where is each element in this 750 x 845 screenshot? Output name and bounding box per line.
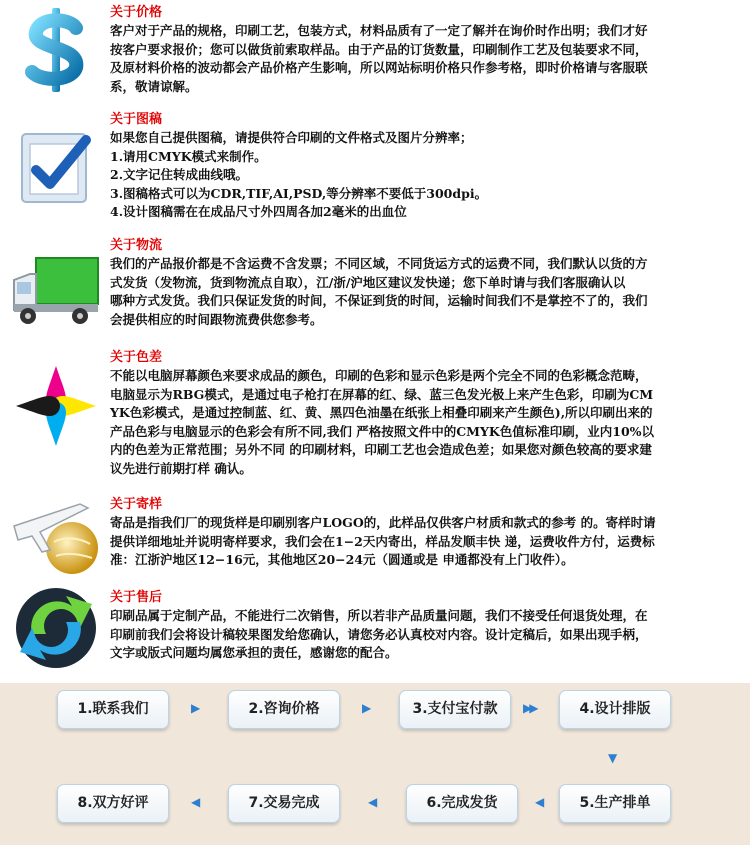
arrow-left-icon: ◀	[368, 795, 378, 809]
arrow-double-right-icon: ▶▶	[523, 701, 536, 715]
section-title: 关于图稿	[110, 112, 163, 127]
section-title: 关于物流	[110, 238, 163, 253]
step-4: 4.设计排版	[559, 690, 671, 729]
section-logistics	[0, 230, 750, 350]
step-5: 5.生产排单	[559, 784, 671, 823]
arrow-down-icon: ▼	[608, 751, 618, 765]
order-process-panel	[0, 683, 750, 845]
arrow-left-icon: ◀	[535, 795, 545, 809]
arrow-left-icon: ◀	[191, 795, 201, 809]
step-2: 2.咨询价格	[228, 690, 340, 729]
airplane-globe-icon	[10, 486, 102, 578]
section-title: 关于价格	[110, 5, 163, 20]
section-body: 我们的产品报价都是不含运费不含发票；不同区域，不同货运方式的运费不同，我们默认以货的方 式发货（发物流，货到物流点自取），江/浙/沪地区建议发快递；您下单时请与我们客服确认以 哪种方式发货。我们只保证发货的时间，不保证到货的时间，运输时间我们不是掌控不了的，我们 会提供相应的时间跟物流费供您参考。	[110, 256, 648, 327]
section-body: 客户对于产品的规格，印刷工艺，包装方式，材料品质有了一定了解并在询价时作出明；我们才好 按客户要求报价；您可以做货前索取样品。由于产品的订货数量，印刷制作工艺及包装要求不同， 及原材料价格的波动都会产品价格产生影响，所以网站标明价格只作参考格，即时价格请与客服联 系，敬请谅解。	[110, 23, 648, 94]
step-7: 7.交易完成	[228, 784, 340, 823]
section-body: 印刷品属于定制产品，不能进行二次销售，所以若非产品质量问题，我们不接受任何退货处理，在 印刷前我们会将设计稿较果图发给您确认，请您务必认真校对内容。设计定稿后，如果出现手柄， 文字或版式问题均属您承担的责任，感谢您的配合。	[110, 608, 648, 660]
step-1: 1.联系我们	[57, 690, 169, 729]
dollar-icon	[10, 4, 102, 96]
arrow-right-icon: ▶	[191, 701, 201, 715]
section-after-sales	[0, 580, 750, 680]
section-title: 关于寄样	[110, 497, 163, 512]
refresh-icon	[10, 582, 102, 674]
step-3: 3.支付宝付款	[399, 690, 511, 729]
section-title: 关于色差	[110, 350, 163, 365]
section-body: 寄品是指我们厂的现货样是印刷别客户LOGO的，此样品仅供客户材质和款式的参考 的。寄样时请 提供详细地址并说明寄样要求，我们会在1−2天内寄出，样品发顺丰快 递，运费收件方付，运费标 准：江浙沪地区12−16元，其他地区20−24元（圆通或是 申通都没有上门收件）。	[110, 515, 656, 567]
section-body: 不能以电脑屏幕颜色来要求成品的颜色，印刷的色彩和显示色彩是两个完全不同的色彩概念范畴， 电脑显示为RBG模式，是通过电子枪打在屏幕的红、绿、蓝三色发光极上来产生色彩，印刷为CM YK色彩模式，是通过控制蓝、红、黄、黑四色油墨在纸张上相叠印刷来产生颜色),所以印刷出来的 产品色彩与电脑显示的色彩会有所不同,我们 严格按照文件中的CMYK色值标准印刷，业内10%以 内的色差为正常范围；另外不同 的印刷材料，印刷工艺也会造成色差；如果您对颜色较高的要求建 议先进行前期打样 确认。	[110, 368, 655, 476]
truck-icon	[10, 244, 102, 336]
section-artwork	[0, 110, 750, 230]
section-title: 关于售后	[110, 590, 163, 605]
checkbox-icon	[10, 120, 102, 212]
step-6: 6.完成发货	[406, 784, 518, 823]
section-price	[0, 0, 750, 110]
arrow-right-icon: ▶	[362, 701, 372, 715]
step-8: 8.双方好评	[57, 784, 169, 823]
section-body: 如果您自己提供图稿，请提供符合印刷的文件格式及图片分辨率； 1.请用CMYK模式来制作。 2.文字记住转成曲线哦。 3.图稿格式可以为CDR,TIF,AI,PSD,等分辨率不要低于300dpi。 4.设计图稿需在在成品尺寸外四周各加2毫米的出血位	[110, 130, 488, 219]
cmyk-icon	[10, 360, 102, 452]
section-samples	[0, 480, 750, 580]
section-color-difference	[0, 350, 750, 480]
